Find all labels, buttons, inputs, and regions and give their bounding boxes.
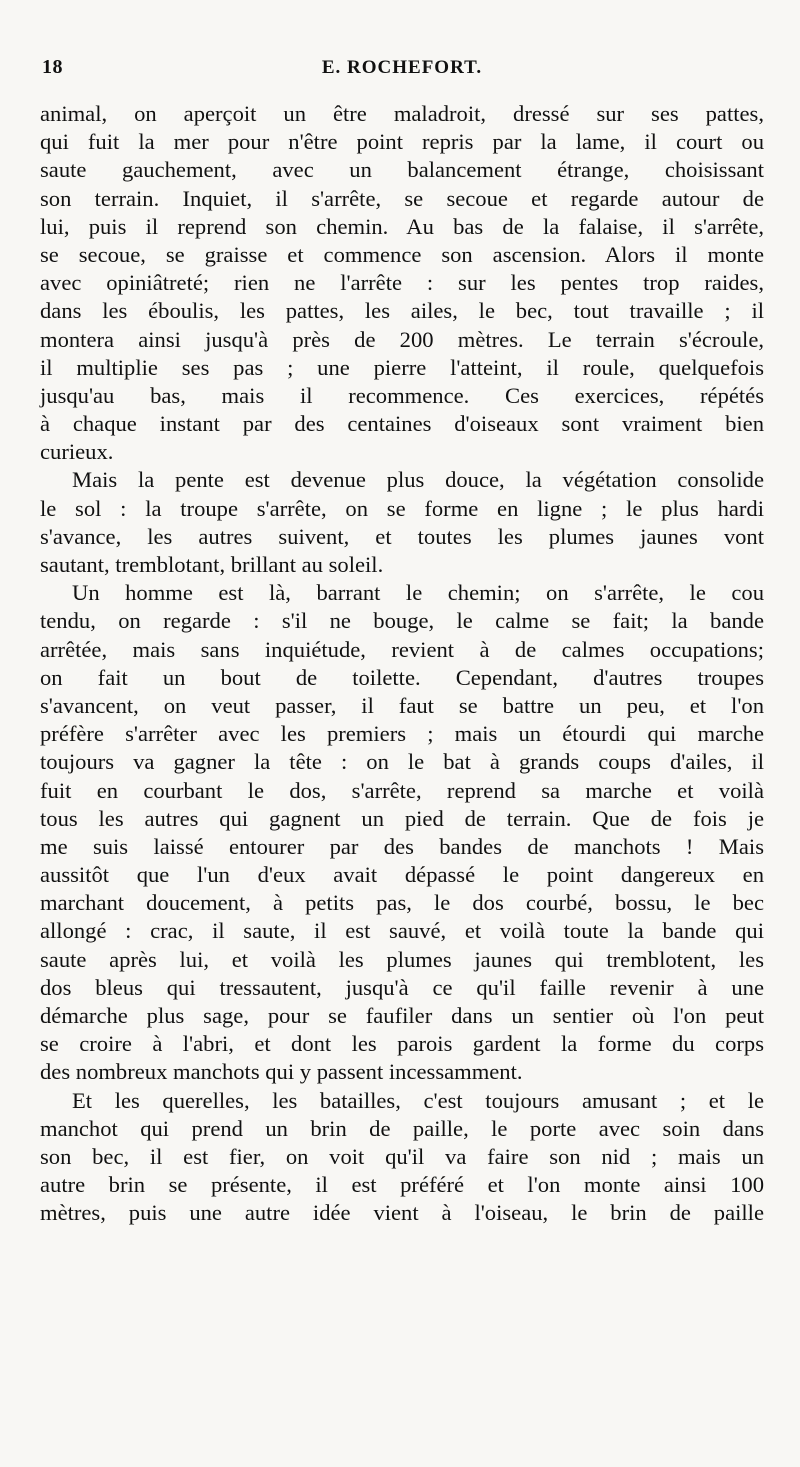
text-line: jusqu'au bas, mais il recommence. Ces exercices, répétés [40, 382, 764, 408]
text-line: le sol : la troupe s'arrête, on se forme en ligne ; le plus hardi [40, 495, 764, 521]
text-line: dans les éboulis, les pattes, les ailes, le bec, tout travaille ; il [40, 298, 764, 324]
text-line: son bec, il est fier, on voit qu'il va faire son nid ; mais un [40, 1143, 764, 1169]
text-line: curieux. [40, 439, 114, 465]
text-line: s'avance, les autres suivent, et toutes les plumes jaunes vont [40, 523, 764, 549]
text-line: s'avancent, on veut passer, il faut se battre un peu, et l'on [40, 692, 764, 718]
text-line: dos bleus qui tressautent, jusqu'à ce qu'il faille revenir à une [40, 974, 764, 1000]
text-line: tendu, on regarde : s'il ne bouge, le calme se fait; la bande [40, 608, 764, 634]
text-line: saute gauchement, avec un balancement étrange, choisissant [40, 157, 764, 183]
text-line: fuit en courbant le dos, s'arrête, reprend sa marche et voilà [40, 777, 764, 803]
text-line: lui, puis il reprend son chemin. Au bas de la falaise, il s'arrête, [40, 213, 764, 239]
text-line: des nombreux manchots qui y passent incessamment. [40, 1059, 523, 1085]
text-line: manchot qui prend un brin de paille, le porte avec soin dans [40, 1115, 764, 1141]
text-line: qui fuit la mer pour n'être point repris par la lame, il court ou [40, 129, 764, 155]
text-line: saute après lui, et voilà les plumes jaunes qui tremblotent, les [40, 946, 764, 972]
text-line: on fait un bout de toilette. Cependant, d'autres troupes [40, 664, 764, 690]
text-line: avec opiniâtreté; rien ne l'arrête : sur les pentes trop raides, [40, 270, 764, 296]
text-line: tous les autres qui gagnent un pied de terrain. Que de fois je [40, 805, 764, 831]
text-line: mètres, puis une autre idée vient à l'oiseau, le brin de paille [40, 1200, 764, 1226]
text-line: autre brin se présente, il est préféré et l'on monte ainsi 100 [40, 1172, 764, 1198]
text-line: il multiplie ses pas ; une pierre l'atteint, il roule, quelquefois [40, 354, 764, 380]
page-number: 18 [42, 56, 63, 78]
text-line: sautant, tremblotant, brillant au soleil. [40, 552, 384, 577]
text-line: animal, on aperçoit un être maladroit, dressé sur ses pattes, [40, 101, 764, 126]
text-line: se croire à l'abri, et dont les parois gardent la forme du corps [40, 1031, 764, 1057]
text-line: allongé : crac, il saute, il est sauvé, et voilà toute la bande qui [40, 918, 764, 944]
text-line: se secoue, se graisse et commence son ascension. Alors il monte [40, 241, 764, 267]
text-line: à chaque instant par des centaines d'oiseaux sont vraiment bien [40, 411, 764, 437]
body-text [40, 100, 764, 1228]
text-line: Mais la pente est devenue plus douce, la végétation consolide [72, 467, 764, 493]
text-line: démarche plus sage, pour se faufiler dans un sentier où l'on peut [40, 1003, 764, 1028]
text-line: aussitôt que l'un d'eux avait dépassé le point dangereux en [40, 862, 764, 888]
text-line: Un homme est là, barrant le chemin; on s'arrête, le cou [72, 580, 764, 606]
running-head: E. ROCHEFORT. [321, 57, 483, 78]
text-line: me suis laissé entourer par des bandes de manchots ! Mais [40, 833, 764, 859]
text-line: préfère s'arrêter avec les premiers ; mais un étourdi qui marche [40, 721, 764, 747]
text-line: Et les querelles, les batailles, c'est toujours amusant ; et le [72, 1087, 764, 1113]
text-line: son terrain. Inquiet, il s'arrête, se secoue et regarde autour de [40, 185, 764, 211]
page-header [42, 56, 762, 86]
text-line: toujours va gagner la tête : on le bat à grands coups d'ailes, il [40, 749, 764, 775]
text-line: arrêtée, mais sans inquiétude, revient à de calmes occupations; [40, 636, 764, 662]
text-line: montera ainsi jusqu'à près de 200 mètres. Le terrain s'écroule, [40, 326, 764, 352]
text-line: marchant doucement, à petits pas, le dos courbé, bossu, le bec [40, 890, 764, 916]
